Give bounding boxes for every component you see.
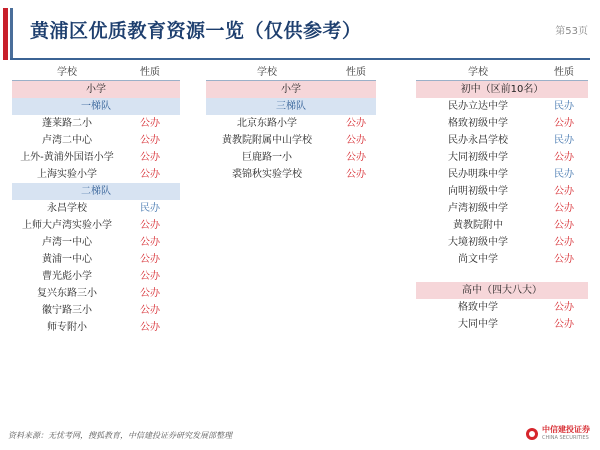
table-row [12, 251, 180, 268]
school-type: 公办 [554, 152, 574, 163]
school-type: 民办 [554, 101, 574, 112]
header-accent-red [3, 8, 8, 60]
page-number: 第53页 [555, 26, 588, 37]
school-type: 公办 [140, 322, 160, 333]
school-name: 上外-黄浦外国语小学 [20, 152, 114, 163]
school-type: 公办 [346, 152, 366, 163]
school-name: 蓬莱路二小 [42, 118, 92, 129]
band-primary-school: 小学 [12, 81, 180, 98]
school-header: 学校 [257, 67, 277, 78]
table-row [12, 319, 180, 336]
table-row [206, 166, 376, 183]
page-title: 黄浦区优质教育资源一览（仅供参考） [30, 20, 362, 42]
school-name: 黄浦一中心 [42, 254, 92, 265]
school-name: 尚文中学 [458, 254, 498, 265]
type-header: 性质 [554, 67, 574, 78]
right-column [416, 64, 588, 333]
school-type: 公办 [140, 305, 160, 316]
table-row [12, 285, 180, 302]
school-name: 格致初级中学 [448, 118, 508, 129]
school-name: 上海实验小学 [37, 169, 97, 180]
table-row [416, 251, 588, 268]
school-name: 北京东路小学 [237, 118, 297, 129]
school-name: 卢湾二中心 [42, 135, 92, 146]
header-accent-blue [10, 8, 13, 60]
left-header-rule [12, 80, 180, 81]
school-type: 公办 [346, 118, 366, 129]
school-name: 永昌学校 [47, 203, 87, 214]
school-type: 公办 [140, 288, 160, 299]
header-divider [10, 58, 590, 60]
table-row [206, 115, 376, 132]
school-name: 黄教院附属中山学校 [222, 135, 312, 146]
band-junior-high: 初中（区前10名） [416, 81, 588, 98]
left-column [12, 64, 180, 336]
table-row [416, 299, 588, 316]
table-row [416, 316, 588, 333]
senior-list [416, 299, 588, 333]
source-note: 资料来源：无忧考网，搜狐教育，中信建投证券研究发展部整理 [8, 431, 232, 440]
school-name: 民办立达中学 [448, 101, 508, 112]
school-name: 民办永昌学校 [448, 135, 508, 146]
school-type: 公办 [140, 271, 160, 282]
school-type: 公办 [140, 220, 160, 231]
band-tier-1: 一梯队 [12, 98, 180, 115]
school-type: 公办 [554, 186, 574, 197]
table-row [12, 217, 180, 234]
school-name: 大同初级中学 [448, 152, 508, 163]
left-column-header [12, 64, 180, 81]
school-type: 公办 [554, 254, 574, 265]
school-type: 公办 [140, 254, 160, 265]
middle-header-rule [206, 80, 376, 81]
school-name: 卢湾初级中学 [448, 203, 508, 214]
school-type: 公办 [140, 169, 160, 180]
table-row [12, 234, 180, 251]
school-type: 公办 [554, 237, 574, 248]
school-type: 公办 [554, 302, 574, 313]
school-type: 民办 [554, 169, 574, 180]
school-name: 黄教院附中 [453, 220, 503, 231]
logo-name-en: CHINA SECURITIES [542, 435, 589, 441]
type-header: 性质 [346, 67, 366, 78]
school-type: 民办 [554, 135, 574, 146]
middle-column-header [206, 64, 376, 81]
table-row [12, 200, 180, 217]
logo-mark-icon [526, 428, 538, 440]
school-type: 公办 [140, 118, 160, 129]
table-row [416, 200, 588, 217]
school-name: 裘锦秋实验学校 [232, 169, 302, 180]
table-row [416, 166, 588, 183]
school-name: 上师大卢湾实验小学 [22, 220, 112, 231]
company-logo [526, 426, 590, 442]
tier-3-list [206, 115, 376, 183]
school-name: 卢湾一中心 [42, 237, 92, 248]
band-tier-2: 二梯队 [12, 183, 180, 200]
table-row [416, 234, 588, 251]
school-type: 公办 [554, 220, 574, 231]
type-header: 性质 [140, 67, 160, 78]
logo-name: 中信建投证券 [542, 425, 590, 434]
right-column-header [416, 64, 588, 81]
school-type: 公办 [554, 203, 574, 214]
school-name: 民办明珠中学 [448, 169, 508, 180]
table-row [12, 302, 180, 319]
school-name: 师专附小 [47, 322, 87, 333]
table-row [416, 149, 588, 166]
spacer [416, 268, 588, 282]
tier-2-list [12, 200, 180, 336]
school-name: 大同中学 [458, 319, 498, 330]
school-name: 巨鹿路一小 [242, 152, 292, 163]
table-row [416, 183, 588, 200]
school-type: 公办 [140, 152, 160, 163]
right-header-rule [416, 80, 588, 81]
school-type: 公办 [140, 135, 160, 146]
table-row [206, 149, 376, 166]
school-name: 徽宁路三小 [42, 305, 92, 316]
school-type: 公办 [554, 319, 574, 330]
junior-list [416, 98, 588, 268]
school-name: 大境初级中学 [448, 237, 508, 248]
table-row [416, 217, 588, 234]
school-name: 向明初级中学 [448, 186, 508, 197]
table-row [206, 132, 376, 149]
table-row [416, 98, 588, 115]
band-senior-high: 高中（四大八大） [416, 282, 588, 299]
school-type: 民办 [140, 203, 160, 214]
school-name: 复兴东路三小 [37, 288, 97, 299]
table-row [12, 132, 180, 149]
table-row [12, 115, 180, 132]
table-row [12, 268, 180, 285]
school-type: 公办 [346, 135, 366, 146]
middle-column [206, 64, 376, 183]
table-row [416, 115, 588, 132]
table-row [12, 166, 180, 183]
school-name: 曹光彪小学 [42, 271, 92, 282]
school-header: 学校 [57, 67, 77, 78]
school-type: 公办 [140, 237, 160, 248]
table-row [416, 132, 588, 149]
school-name: 格致中学 [458, 302, 498, 313]
table-row [12, 149, 180, 166]
school-type: 公办 [554, 118, 574, 129]
band-tier-3: 三梯队 [206, 98, 376, 115]
tier-1-list [12, 115, 180, 183]
band-primary-school: 小学 [206, 81, 376, 98]
school-header: 学校 [468, 67, 488, 78]
school-type: 公办 [346, 169, 366, 180]
